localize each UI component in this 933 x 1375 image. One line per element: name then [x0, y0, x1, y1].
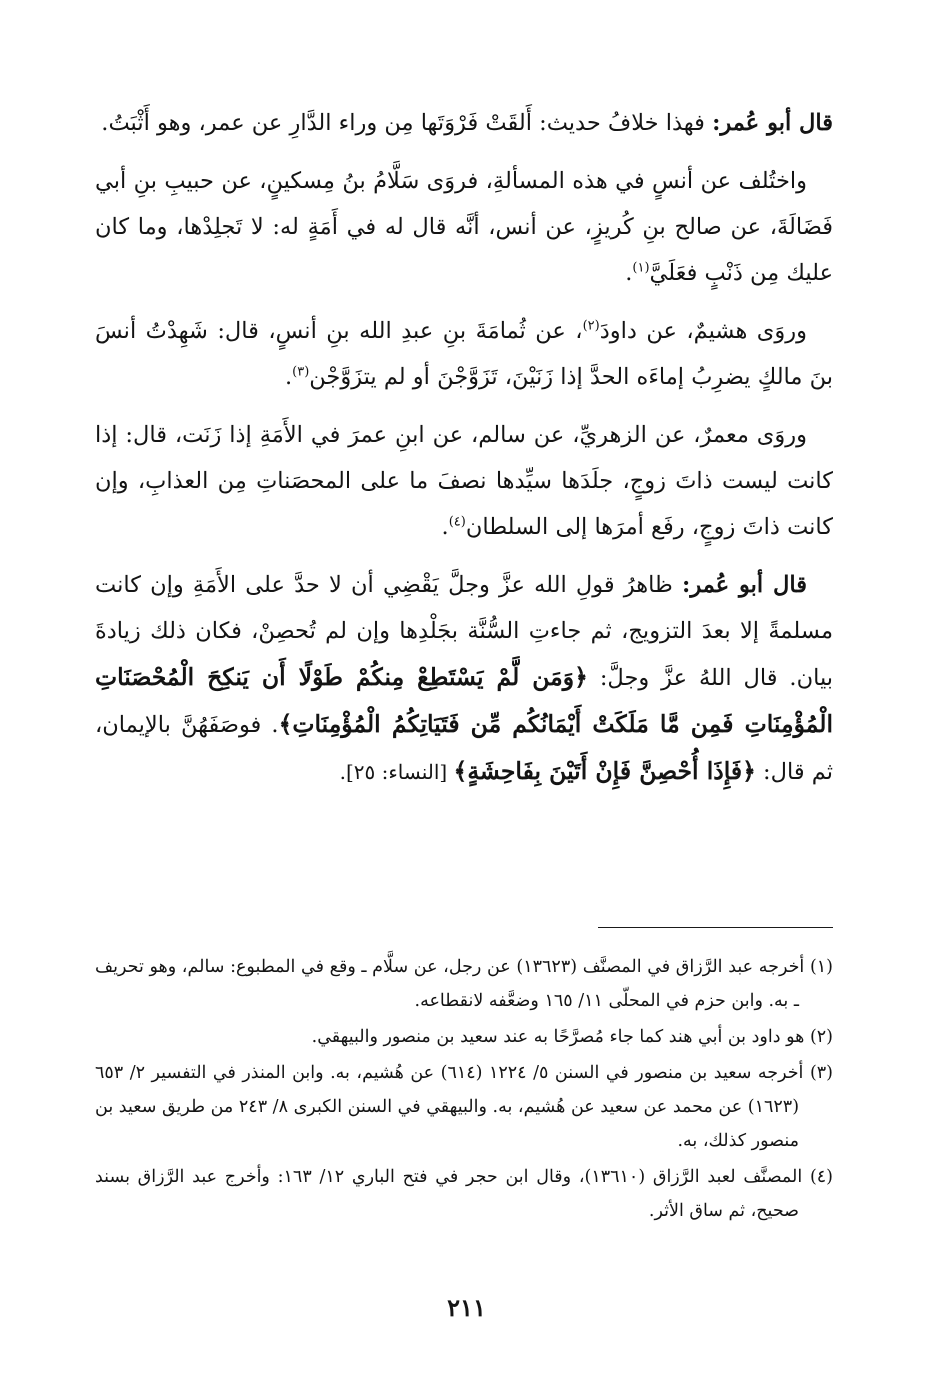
- footnote-number: (٢): [809, 1027, 833, 1047]
- page-number: ٢١١: [447, 1293, 486, 1322]
- paragraph-text: ، عن ثُمامَةَ بنِ عبدِ الله بنِ أنسٍ، قال: شَهِدْتُ أنسَ بنَ مالكٍ يضرِبُ إماءَه الحدَّ إذا زَنَيْنَ، تَزَوَّجْنَ أو لم يتزَوَّجْن: [95, 318, 833, 390]
- paragraph-end: .: [625, 260, 633, 286]
- paragraph-end: .: [441, 514, 449, 540]
- speaker-label: قال أبو عُمر:: [712, 110, 833, 136]
- footnote-text: المصنَّف لعبد الرَّزاق (١٣٦١٠)، وقال ابن حجر في فتح الباري ١٢/ ١٦٣: وأخرج عبد الرَّزاق بسند صحيح، ثم ساق الأثر.: [95, 1167, 803, 1221]
- footnote-1: [95, 950, 833, 1018]
- footnote-number: (١): [809, 957, 833, 977]
- quran-verse-1: ﴿وَمَن لَّمْ يَسْتَطِعْ مِنكُمْ طَوْلًا أَن يَنكِحَ الْمُحْصَنَاتِ الْمُؤْمِنَاتِ فَمِن مَّا مَلَكَتْ أَيْمَانُكُم مِّن فَتَيَاتِكُمُ الْمُؤْمِنَاتِ﴾: [95, 663, 833, 738]
- paragraph-1: [95, 100, 833, 146]
- paragraph-text: . فوصَفَهُنَّ بالإيمان، ثم قال:: [95, 712, 833, 785]
- paragraph-text: واختُلف عن أنسٍ في هذه المسألةِ، فروَى سَلَّامُ بنُ مِسكينٍ، عن حبيبِ بنِ أبي فَضَالَةَ، عن صالح بنِ كُريزٍ، عن أنس، أنَّه قال له في أَمَةٍ له: لا تَجلِدْها، وما كان عليك مِن ذَنْبٍ فعَلَيَّ: [95, 168, 833, 286]
- quran-verse-2: ﴿فَإِذَا أُحْصِنَّ فَإِنْ أَتَيْنَ بِفَاحِشَةٍ﴾: [453, 757, 756, 785]
- paragraph-text: فهذا خلافُ حديث: أَلقَتْ فَرْوَتَها مِن وراء الدَّارِ عن عمر، وهو أَثْبَتُ.: [101, 110, 713, 136]
- paragraph-5: [95, 562, 833, 795]
- paragraph-2: [95, 158, 833, 296]
- footnote-text: أخرجه سعيد بن منصور في السنن ٥/ ١٢٢٤ (٦١٤) عن هُشيم، به. وابن المنذر في التفسير ٢/ ٦٥٣ (١٦٢٣) عن محمد عن سعيد عن هُشيم، به. والبيهقي في السنن الكبرى ٨/ ٢٤٣ من طريق سعيد بن منصور كذلك، به.: [95, 1063, 804, 1151]
- paragraph-text: وروَى هشيمٌ، عن داودَ: [599, 318, 807, 344]
- paragraph-text: وروَى معمرٌ، عن الزهريِّ، عن سالم، عن ابنِ عمرَ في الأَمَةِ إذا زَنَت، قال: إذا كانت ليست ذاتَ زوجٍ، جلَدَها سيِّدها نصفَ ما على المحصَناتِ مِن العذابِ، وإن كانت ذاتَ زوجٍ، رفَع أمرَها إلى السلطان: [95, 422, 833, 540]
- speaker-label: قال أبو عُمر:: [682, 572, 807, 598]
- footnotes-section: [95, 950, 833, 1230]
- footnote-text: أخرجه عبد الرَّزاق في المصنَّف (١٣٦٢٣) عن رجل، عن سلَّام ـ وقع في المطبوع: سالم، وهو تحريف ـ به. وابن حزم في المحلّى ١١/ ١٦٥ وضعَّفه لانقطاعه.: [95, 957, 805, 1011]
- paragraph-end: .: [285, 364, 293, 390]
- footnote-number: (٤): [809, 1167, 833, 1187]
- main-text: [95, 100, 833, 795]
- footnote-2: [95, 1020, 833, 1054]
- paragraph-3: [95, 308, 833, 400]
- footnote-text: هو داود بن أبي هند كما جاء مُصرَّحًا به عند سعيد بن منصور والبيهقي.: [311, 1027, 805, 1047]
- footnote-3: [95, 1056, 833, 1158]
- footnote-4: [95, 1160, 833, 1228]
- footnote-marker-2[interactable]: (٢): [582, 318, 600, 334]
- footnote-divider: [598, 927, 833, 928]
- footnote-marker-4[interactable]: (٤): [448, 514, 466, 530]
- footnote-marker-1[interactable]: (١): [632, 260, 650, 276]
- footnote-marker-3[interactable]: (٣): [292, 364, 310, 380]
- quran-reference: [النساء: ٢٥].: [339, 760, 454, 784]
- paragraph-text: ظاهرُ قولِ الله عزَّ وجلَّ يَقْضِي أن لا حدَّ على الأَمَةِ وإن كانت مسلمةً إلا بعدَ التزويج، ثم جاءتِ السُّنَّة بجَلْدِها وإن لم تُحصِنْ، فكان ذلك زيادةَ بيان. قال اللهُ عزَّ وجلَّ:: [95, 572, 833, 691]
- paragraph-4: [95, 412, 833, 550]
- footnote-number: (٣): [809, 1063, 833, 1083]
